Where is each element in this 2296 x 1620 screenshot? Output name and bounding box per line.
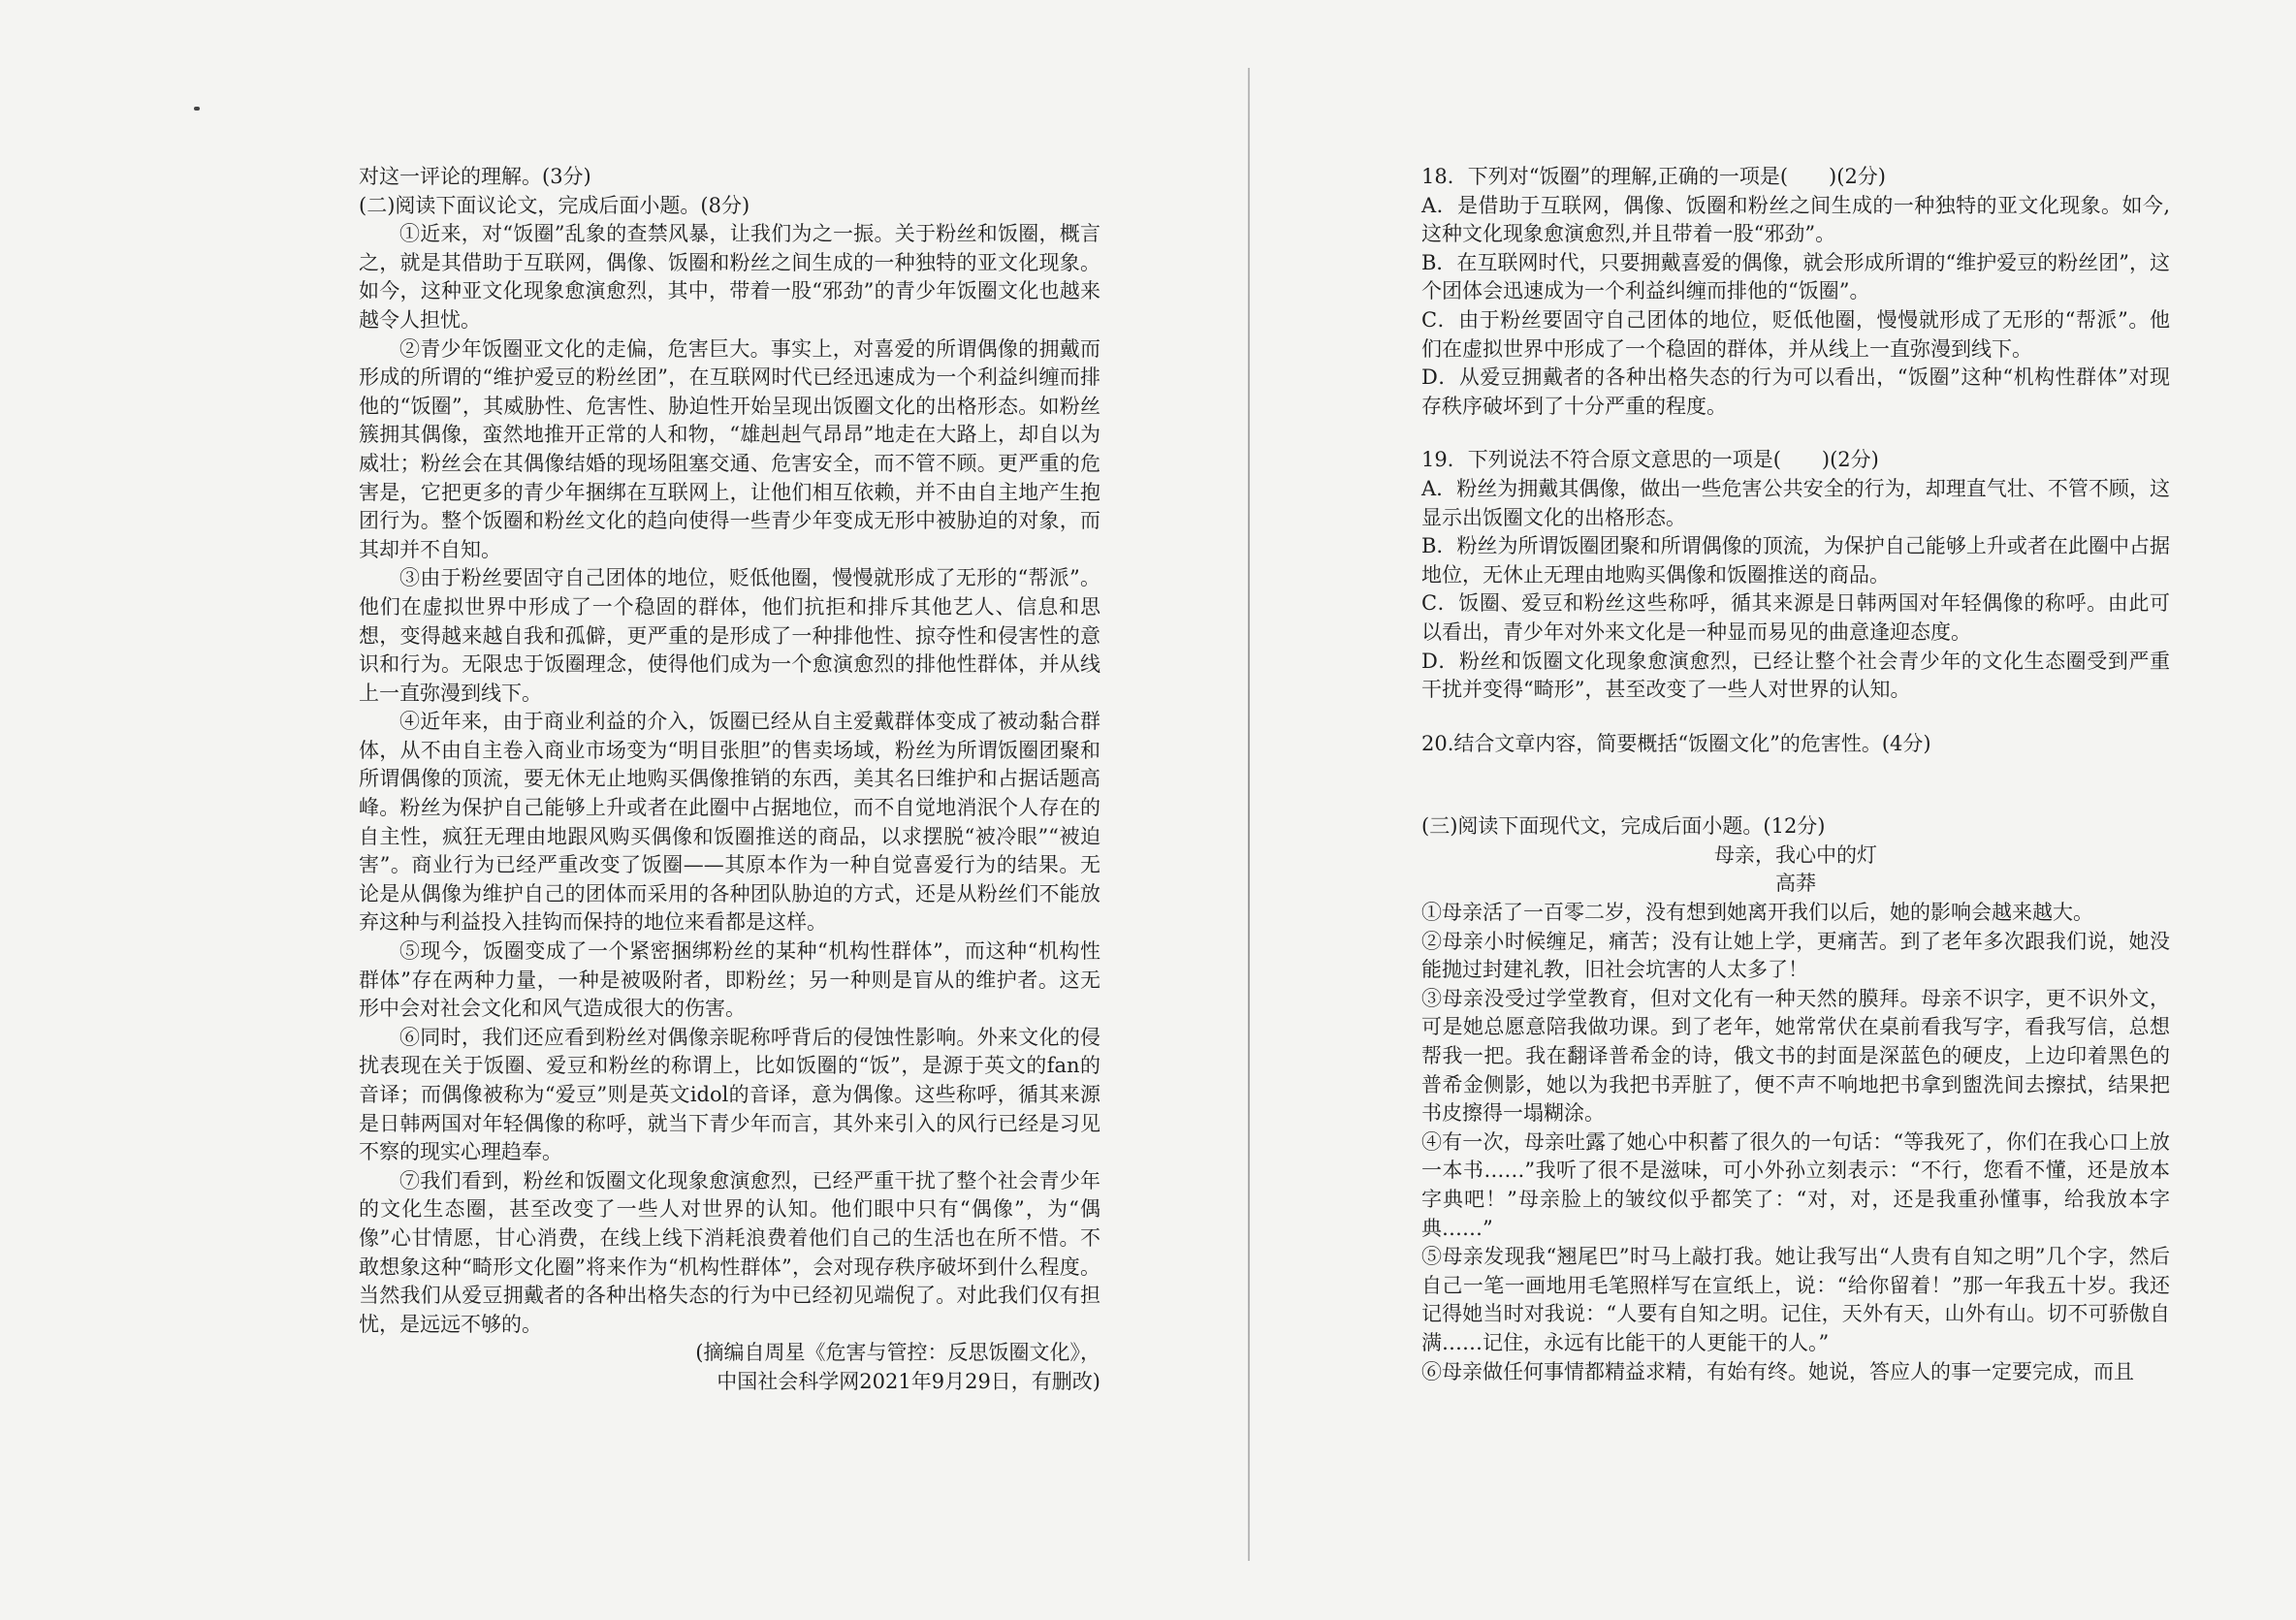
left-page xyxy=(359,163,1100,1397)
q19-option-a: A．粉丝为拥戴其偶像，做出一些危害公共安全的行为，却理直气壮、不管不顾，这显示出饭圈文化的出格形态。 xyxy=(1421,476,2170,529)
q19-option-d: D．粉丝和饭圈文化现象愈演愈烈，已经让整个社会青少年的文化生态圈受到严重干扰并变得“畸形”，甚至改变了一些人对世界的认知。 xyxy=(1421,649,2170,702)
answer-space xyxy=(1421,758,2170,812)
prev-question-tail: 对这一评论的理解。(3分) xyxy=(359,165,591,188)
article-paragraph-5: ⑤母亲发现我“翘尾巴”时马上敲打我。她让我写出“人贵有自知之明”几个字，然后自己一笔一画地用毛笔照样写在宣纸上，说：“给你留着！”那一年我五十岁。我还记得她当时对我说：“人要有自知之明。记住，天外有天，山外有山。切不可骄傲自满……记住，永远有比能干的人更能干的人。” xyxy=(1421,1245,2170,1354)
page-fold-divider xyxy=(1248,68,1250,1561)
article-paragraph-3: ③母亲没受过学堂教育，但对文化有一种天然的膜拜。母亲不识字，更不识外文，可是她总愿意陪我做功课。到了老年，她常常伏在桌前看我写字，看我写信，总想帮我一把。我在翻译普希金的诗，俄文书的封面是深蓝色的硬皮，上边印着黑色的普希金侧影，她以为我把书弄脏了，便不声不响地把书拿到盥洗间去擦拭，结果把书皮擦得一塌糊涂。 xyxy=(1421,986,2170,1126)
question-20: 20.结合文章内容，简要概括“饭圈文化”的危害性。(4分) xyxy=(1421,731,1931,755)
scan-speck xyxy=(194,107,200,111)
question-18: 18．下列对“饭圈”的理解,正确的一项是( )(2分) xyxy=(1421,165,1886,188)
q19-option-b: B．粉丝为所谓饭圈团聚和所谓偶像的顶流，为保护自己能够上升或者在此圈中占据地位，无休止无理由地购买偶像和饭圈推送的商品。 xyxy=(1421,534,2170,587)
question-19: 19．下列说法不符合原文意思的一项是( )(2分) xyxy=(1421,448,1879,472)
article-title: 母亲，我心中的灯 xyxy=(1714,842,1877,867)
section-3-heading: (三)阅读下面现代文，完成后面小题。(12分) xyxy=(1421,814,1826,839)
essay-paragraph-3: ③由于粉丝要固守自己团体的地位，贬低他圈，慢慢就形成了无形的“帮派”。他们在虚拟世界中形成了一个稳固的群体，他们抗拒和排斥其他艺人、信息和思想，变得越来越自我和孤僻，更严重的是形成了一种排他性、掠夺性和侵害性的意识和行为。无限忠于饭圈理念，使得他们成为一个愈演愈烈的排他性群体，并从线上一直弥漫到线下。 xyxy=(359,566,1100,705)
source-line-1: (摘编自周星《危害与管控：反思饭圈文化》， xyxy=(695,1341,1100,1365)
article-author: 高莽 xyxy=(1775,872,1816,896)
source-line-2: 中国社会科学网2021年9月29日，有删改) xyxy=(717,1369,1100,1393)
q18-option-b: B．在互联网时代，只要拥戴喜爱的偶像，就会形成所谓的“维护爱豆的粉丝团”，这个团体会迅速成为一个利益纠缠而排他的“饭圈”。 xyxy=(1421,250,2170,303)
article-paragraph-1: ①母亲活了一百零二岁，没有想到她离开我们以后，她的影响会越来越大。 xyxy=(1421,901,2093,925)
q18-option-a: A．是借助于互联网，偶像、饭圈和粉丝之间生成的一种独特的亚文化现象。如今,这种文化现象愈演愈烈,并且带着一股“邪劲”。 xyxy=(1421,193,2170,246)
essay-paragraph-7: ⑦我们看到，粉丝和饭圈文化现象愈演愈烈，已经严重干扰了整个社会青少年的文化生态圈，甚至改变了一些人对世界的认知。他们眼中只有“偶像”，为“偶像”心甘情愿，甘心消费，在线上线下消耗浪费着他们自己的生活也在所不惜。不敢想象这种“畸形文化圈”将来作为“机构性群体”，会对现存秩序破坏到什么程度。当然我们从爱豆拥戴者的各种出格失态的行为中已经初见端倪了。对此我们仅有担忧，是远远不够的。 xyxy=(359,1168,1100,1336)
article-paragraph-2: ②母亲小时候缠足，痛苦；没有让她上学，更痛苦。到了老年多次跟我们说，她没能抛过封建礼教，旧社会坑害的人太多了！ xyxy=(1421,929,2170,982)
q18-option-d: D．从爱豆拥戴者的各种出格失态的行为可以看出，“饭圈”这种“机构性群体”对现存秩序破坏到了十分严重的程度。 xyxy=(1421,365,2170,418)
essay-paragraph-2: ②青少年饭圈亚文化的走偏，危害巨大。事实上，对喜爱的所谓偶像的拥戴而形成的所谓的“维护爱豆的粉丝团”，在互联网时代已经迅速成为一个利益纠缠而排他的“饭圈”，其威胁性、危害性、胁迫性开始呈现出饭圈文化的出格形态。如粉丝簇拥其偶像，蛮然地推开正常的人和物，“雄赳赳气昂昂”地走在大路上，却自以为威壮；粉丝会在其偶像结婚的现场阻塞交通、危害安全，而不管不顾。更严重的危害是，它把更多的青少年捆绑在互联网上，让他们相互依赖，并不由自主地产生抱团行为。整个饭圈和粉丝文化的趋向使得一些青少年变成无形中被胁迫的对象，而其却并不自知。 xyxy=(359,336,1100,561)
essay-paragraph-1: ①近来，对“饭圈”乱象的查禁风暴，让我们为之一振。关于粉丝和饭圈，概言之，就是其借助于互联网，偶像、饭圈和粉丝之间生成的一种独特的亚文化现象。如今，这种亚文化现象愈演愈烈，其中，带着一股“邪劲”的青少年饭圈文化也越来越令人担忧。 xyxy=(359,222,1100,332)
right-page xyxy=(1421,163,2170,1386)
q19-option-c: C．饭圈、爱豆和粉丝这些称呼，循其来源是日韩两国对年轻偶像的称呼。由此可以看出，青少年对外来文化是一种显而易见的曲意逢迎态度。 xyxy=(1421,591,2170,644)
article-paragraph-4: ④有一次，母亲吐露了她心中积蓄了很久的一句话：“等我死了，你们在我心口上放一本书……”我听了很不是滋味，可小外孙立刻表示：“不行，您看不懂，还是放本字典吧！”母亲脸上的皱纹似乎都笑了：“对，对，还是我重孙懂事，给我放本字典……” xyxy=(1421,1129,2170,1240)
essay-paragraph-4: ④近年来，由于商业利益的介入，饭圈已经从自主爱戴群体变成了被动黏合群体，从不由自主卷入商业市场变为“明目张胆”的售卖场域，粉丝为所谓饭圈团聚和所谓偶像的顶流，要无休无止地购买偶像推销的东西，美其名曰维护和占据话题高峰。粉丝为保护自己能够上升或者在此圈中占据地位，而不自觉地消泯个人存在的自主性，疯狂无理由地跟风购买偶像和饭圈推送的商品，以求摆脱“被冷眼”“被迫害”。商业行为已经严重改变了饭圈——其原本作为一种自觉喜爱行为的结果。无论是从偶像为维护自己的团体而采用的各种团队胁迫的方式，还是从粉丝们不能放弃这种与利益投入挂钩而保持的地位来看都是这样。 xyxy=(359,710,1100,935)
q18-option-c: C．由于粉丝要固守自己团体的地位，贬低他圈，慢慢就形成了无形的“帮派”。他们在虚拟世界中形成了一个稳固的群体，并从线上一直弥漫到线下。 xyxy=(1421,307,2170,361)
essay-paragraph-5: ⑤现今，饭圈变成了一个紧密捆绑粉丝的某种“机构性群体”，而这种“机构性群体”存在两种力量，一种是被吸附者，即粉丝；另一种则是盲从的维护者。这无形中会对社会文化和风气造成很大的伤害。 xyxy=(359,939,1100,1021)
spacer xyxy=(1421,705,2170,730)
spacer xyxy=(1421,421,2170,446)
section-2-heading: (二)阅读下面议论文，完成后面小题。(8分) xyxy=(359,193,750,217)
essay-paragraph-6: ⑥同时，我们还应看到粉丝对偶像亲昵称呼背后的侵蚀性影响。外来文化的侵扰表现在关于饭圈、爱豆和粉丝的称谓上，比如饭圈的“饭”，是源于英文的fan的音译；而偶像被称为“爱豆”则是英文idol的音译，意为偶像。这些称呼，循其来源是日韩两国对年轻偶像的称呼，就当下青少年而言，其外来引入的风行已经是习见不察的现实心理趋奉。 xyxy=(359,1025,1100,1164)
article-paragraph-6: ⑥母亲做任何事情都精益求精，有始有终。她说，答应人的事一定要完成，而且 xyxy=(1421,1359,2134,1383)
